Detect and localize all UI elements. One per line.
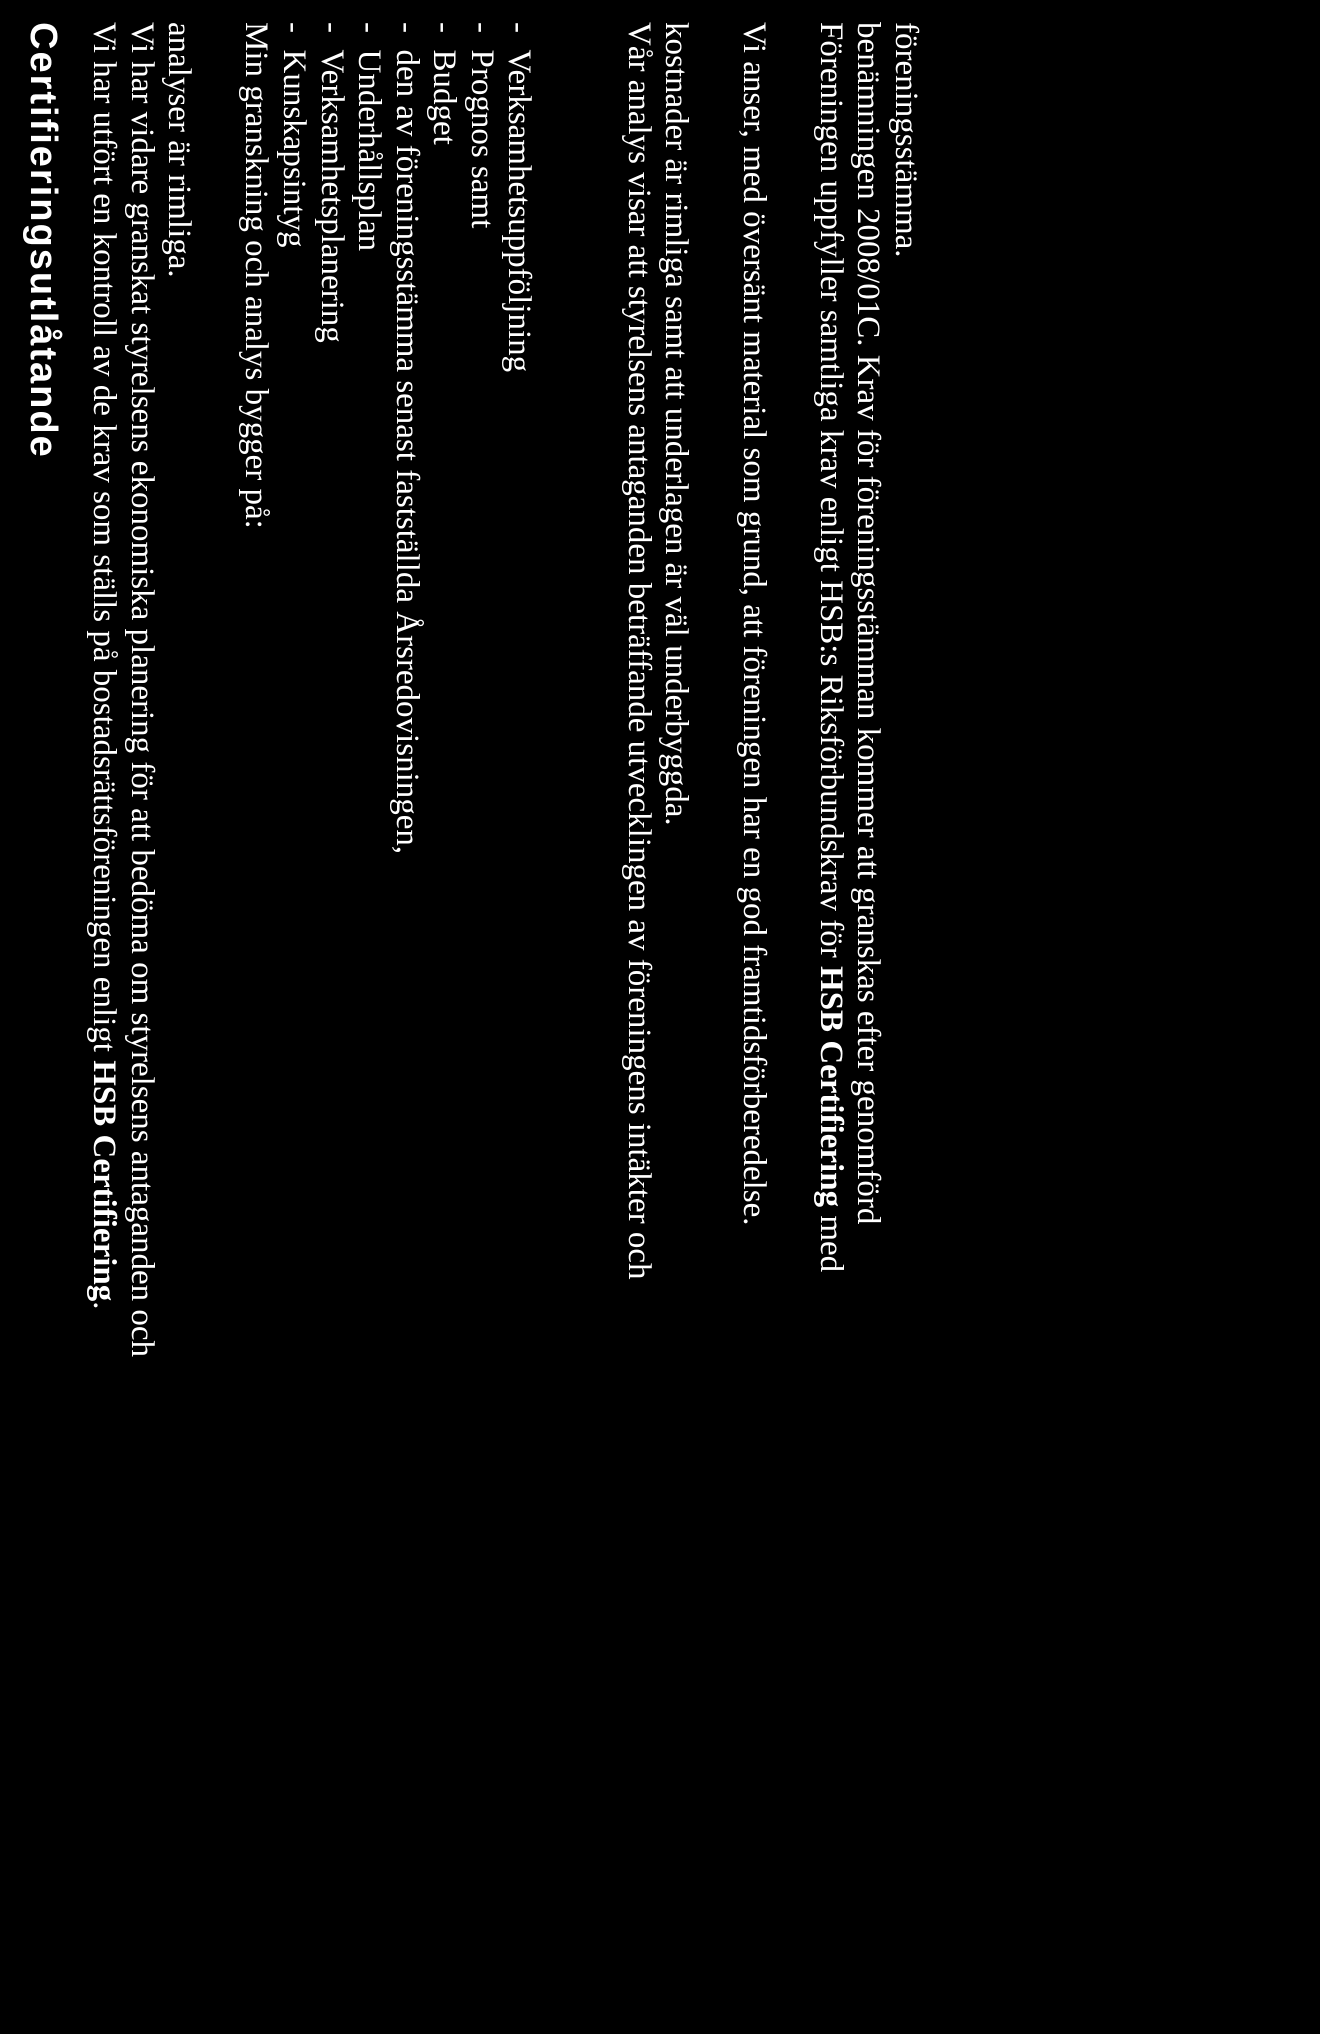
paragraph-2-line-1: Vår analys visar att styrelsens antaganden beträffande utvecklingen av föreningens intäkter och bbox=[621, 22, 657, 1280]
bullet-dash: - bbox=[314, 22, 350, 33]
hsb-certifiering-bold: HSB Certifiering bbox=[813, 966, 849, 1208]
basis-intro: Min granskning och analys bygger på: bbox=[238, 22, 274, 529]
bullet-dash: - bbox=[464, 22, 500, 33]
list-item bbox=[315, 22, 348, 343]
paragraph-2-line-2: kostnader är rimliga samt att underlagen är väl underbyggda. bbox=[658, 22, 694, 826]
paragraph-4-line-2: benämningen 2008/01C. Krav för föreningsstämman kommer att granskas efter genomförd bbox=[850, 22, 886, 1225]
list-item bbox=[502, 22, 535, 372]
paragraph-1-line-3: analyser är rimliga. bbox=[161, 22, 197, 278]
bullet-dash: - bbox=[276, 22, 312, 33]
paragraph-4-line-3: föreningsstämma. bbox=[888, 22, 924, 258]
list-item-label: Kunskapsintyg bbox=[276, 49, 312, 248]
text-span: med bbox=[813, 1207, 849, 1273]
list-item bbox=[277, 22, 310, 248]
text-span: . bbox=[86, 1301, 122, 1310]
document-title: Certifieringsutlåtande bbox=[22, 22, 64, 459]
bullet-dash: - bbox=[351, 22, 387, 33]
text-span: Vi har utfört en kontroll av de krav som ställs på bostadsrättsföreningen enligt bbox=[86, 22, 122, 1061]
list-item-label: Budget bbox=[426, 49, 462, 145]
paragraph-3: Vi anser, med översänt material som grund, att föreningen har en god framtidsförberedelse. bbox=[736, 22, 772, 1226]
paragraph-4-line-1 bbox=[814, 22, 847, 1272]
list-item-label: Verksamhetsuppföljning bbox=[501, 49, 537, 373]
bullet-dash: - bbox=[426, 22, 462, 33]
list-item bbox=[352, 22, 385, 251]
paragraph-1-line-1 bbox=[87, 22, 120, 1310]
hsb-certifiering-bold: HSB Certifiering bbox=[86, 1060, 122, 1302]
list-item bbox=[427, 22, 460, 145]
paragraph-1-line-2: Vi har vidare granskat styrelsens ekonomiska planering för att bedöma om styrelsens antaganden och bbox=[124, 22, 160, 1358]
list-item-label: den av föreningsstämma senast fastställda Årsredovisningen, bbox=[389, 49, 425, 855]
bullet-dash: - bbox=[389, 22, 425, 33]
list-item bbox=[390, 22, 423, 854]
list-item-label: Prognos samt bbox=[464, 49, 500, 229]
bullet-dash: - bbox=[501, 22, 537, 33]
list-item-label: Verksamhetsplanering bbox=[314, 49, 350, 343]
list-item bbox=[465, 22, 498, 228]
list-item-label: Underhållsplan bbox=[351, 49, 387, 252]
text-span: Föreningen uppfyller samtliga krav enligt HSB:s Riksförbundskrav för bbox=[813, 22, 849, 967]
